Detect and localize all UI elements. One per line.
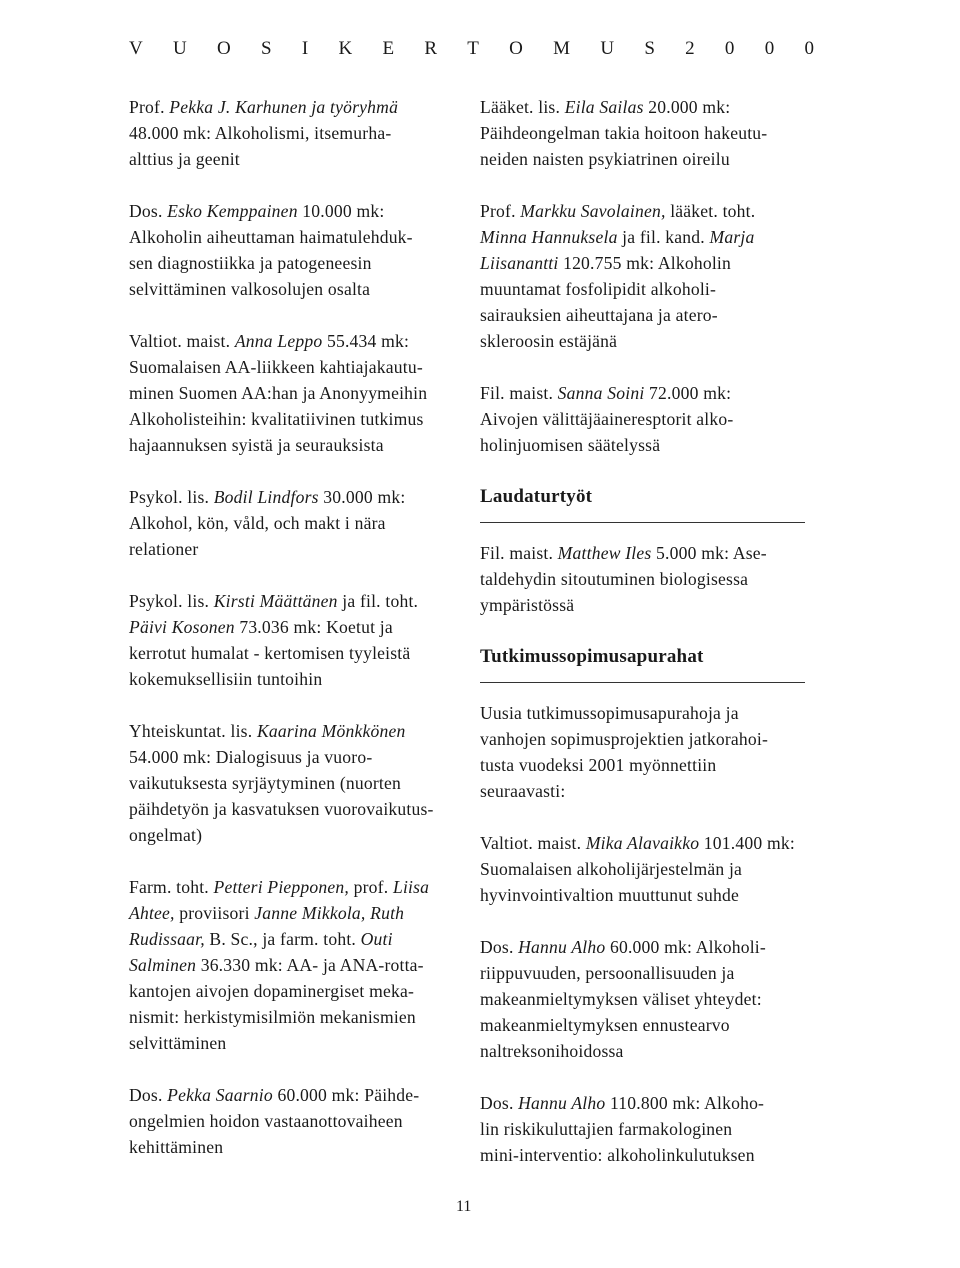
- entry-text: Prof.: [480, 201, 521, 221]
- entry-text: 60.000 mk: Päihde-: [272, 1085, 420, 1105]
- recipient-name: Bodil Lindfors: [213, 487, 319, 507]
- entry-text: 110.800 mk: Alkoho-: [605, 1093, 765, 1113]
- entry-line: [129, 822, 464, 848]
- entry-line: [480, 752, 810, 778]
- grant-entry: [129, 484, 464, 562]
- entry-text: naltreksonihoidossa: [480, 1041, 624, 1061]
- section-title-tutkimussopimusapurahat: Tutkimussopimusapurahat: [480, 646, 704, 667]
- grant-entry: [129, 328, 464, 458]
- entry-line: [480, 224, 810, 250]
- entry-text: Dos.: [129, 201, 168, 221]
- entry-text: Fil. maist.: [480, 383, 558, 403]
- entry-text: muuntamat fosfolipidit alkoholi-: [480, 279, 717, 299]
- entry-line: [480, 726, 810, 752]
- entry-text: Valtiot. maist.: [129, 331, 235, 351]
- entry-line: [129, 146, 464, 172]
- entry-text: hajaannuksen syistä ja seurauksista: [129, 435, 384, 455]
- running-head: [129, 38, 814, 60]
- running-head-letter: S: [644, 38, 655, 59]
- entry-text: 54.000 mk: Dialogisuus ja vuoro-: [129, 747, 373, 767]
- entry-line: [480, 540, 810, 566]
- entry-text: seuraavasti:: [480, 781, 566, 801]
- running-head-letter: O: [509, 38, 523, 59]
- entry-text: kehittäminen: [129, 1137, 224, 1157]
- entry-line: [480, 94, 810, 120]
- entry-text: Suomalaisen AA-liikkeen kahtiajakautu-: [129, 357, 423, 377]
- entry-text: Päihdeongelman takia hoitoon hakeutu-: [480, 123, 768, 143]
- recipient-name: Minna Hannuksela: [480, 227, 618, 247]
- entry-text: 48.000 mk: Alkoholismi, itsemurha-: [129, 123, 392, 143]
- entry-text: Yhteiskuntat. lis.: [129, 721, 257, 741]
- entry-line: [129, 94, 464, 120]
- entry-line: [129, 900, 464, 926]
- entry-text: Suomalaisen alkoholijärjestelmän ja: [480, 859, 743, 879]
- entry-text: vaikutuksesta syrjäytyminen (nuorten: [129, 773, 402, 793]
- entry-text: 120.755 mk: Alkoholin: [558, 253, 731, 273]
- grant-entry: [129, 588, 464, 692]
- entry-text: Psykol. lis.: [129, 591, 214, 611]
- grant-entry: [480, 830, 810, 908]
- entry-line: [129, 198, 464, 224]
- entry-text: lääket. toht.: [665, 201, 756, 221]
- entry-text: Dos.: [480, 1093, 519, 1113]
- recipient-name: Petteri Piepponen,: [213, 877, 350, 897]
- entry-line: [480, 934, 810, 960]
- running-head-letter: 0: [804, 38, 814, 59]
- entry-line: [480, 986, 810, 1012]
- entry-line: [129, 354, 464, 380]
- grant-entry: [480, 94, 810, 172]
- entry-line: [480, 960, 810, 986]
- entry-text: neiden naisten psykiatrinen oireilu: [480, 149, 730, 169]
- running-head-letter: K: [338, 38, 353, 59]
- laudatur-entries: [480, 540, 810, 618]
- entry-text: relationer: [129, 539, 199, 559]
- entry-line: [129, 744, 464, 770]
- recipient-name: Mika Alavaikko: [585, 833, 700, 853]
- entry-line: [480, 250, 810, 276]
- entry-text: ongelmat): [129, 825, 203, 845]
- grant-entry: [129, 718, 464, 848]
- recipient-name: Liisa: [392, 877, 430, 897]
- running-head-letter: U: [600, 38, 615, 59]
- entry-line: [129, 276, 464, 302]
- entry-line: [480, 1012, 810, 1038]
- running-head-letter: R: [424, 38, 437, 59]
- entry-text: ongelmien hoidon vastaanottovaiheen: [129, 1111, 403, 1131]
- running-head-letter: O: [217, 38, 231, 59]
- recipient-name: Outi: [360, 929, 393, 949]
- recipient-name: Hannu Alho: [518, 937, 606, 957]
- recipient-name: Kirsti Määttänen: [213, 591, 338, 611]
- entry-line: [480, 120, 810, 146]
- entry-line: [480, 1038, 810, 1064]
- entry-line: [480, 276, 810, 302]
- entry-line: [480, 778, 810, 804]
- recipient-name: Anna Leppo: [234, 331, 323, 351]
- entry-text: 72.000 mk:: [644, 383, 732, 403]
- entry-text: ympäristössä: [480, 595, 575, 615]
- entry-text: Lääket. lis.: [480, 97, 565, 117]
- running-head-letter: 2: [685, 38, 695, 59]
- entry-text: 60.000 mk: Alkoholi-: [605, 937, 766, 957]
- entry-text: riippuvuuden, persoonallisuuden ja: [480, 963, 735, 983]
- entry-line: [129, 380, 464, 406]
- entry-text: Fil. maist.: [480, 543, 558, 563]
- running-head-letter: E: [382, 38, 395, 59]
- recipient-name: Sanna Soini: [557, 383, 645, 403]
- entry-text: Prof.: [129, 97, 170, 117]
- entry-line: [129, 1082, 464, 1108]
- left-column: [129, 94, 464, 1186]
- grant-entry: [480, 540, 810, 618]
- entry-line: [480, 1116, 810, 1142]
- entry-text: holinjuomisen säätelyssä: [480, 435, 661, 455]
- entry-line: [480, 1142, 810, 1168]
- right-top-entries: [480, 94, 810, 458]
- entry-text: kantojen aivojen dopaminergiset meka-: [129, 981, 415, 1001]
- entry-line: [129, 614, 464, 640]
- entry-line: [129, 536, 464, 562]
- entry-line: [129, 406, 464, 432]
- entry-line: [480, 328, 810, 354]
- recipient-name: Janne Mikkola, Ruth: [254, 903, 405, 923]
- entry-line: [129, 640, 464, 666]
- entry-text: Alkohol, kön, våld, och makt i nära: [129, 513, 386, 533]
- entry-line: [480, 1090, 810, 1116]
- grant-entry: [129, 874, 464, 1056]
- entry-text: alttius ja geenit: [129, 149, 240, 169]
- entry-line: [129, 510, 464, 536]
- recipient-name: Esko Kemppainen: [167, 201, 298, 221]
- recipient-name: Hannu Alho: [518, 1093, 606, 1113]
- entry-text: mini-interventio: alkoholinkulutuksen: [480, 1145, 755, 1165]
- entry-text: minen Suomen AA:han ja Anonyymeihin: [129, 383, 428, 403]
- running-head-letter: T: [467, 38, 479, 59]
- recipient-name: Pekka J. Karhunen ja työryhmä: [169, 97, 399, 117]
- entry-text: Alkoholin aiheuttaman haimatulehduk-: [129, 227, 413, 247]
- entry-text: ja fil. toht.: [337, 591, 419, 611]
- entry-line: [129, 952, 464, 978]
- entry-line: [129, 770, 464, 796]
- entry-text: Dos.: [129, 1085, 168, 1105]
- recipient-name: Rudissaar,: [129, 929, 205, 949]
- entry-text: Alkoholisteihin: kvalitatiivinen tutkimus: [129, 409, 424, 429]
- entry-line: [480, 380, 810, 406]
- grant-entry: [480, 198, 810, 354]
- grant-entry: [480, 934, 810, 1064]
- recipient-name: Ahtee,: [129, 903, 175, 923]
- entry-text: Valtiot. maist.: [480, 833, 586, 853]
- entry-line: [129, 874, 464, 900]
- entry-text: kerrotut humalat - kertomisen tyyleistä: [129, 643, 411, 663]
- section-title-laudaturtyot: Laudaturtyöt: [480, 486, 593, 507]
- entry-line: [480, 856, 810, 882]
- entry-line: [129, 926, 464, 952]
- entry-line: [480, 432, 810, 458]
- entry-line: [480, 830, 810, 856]
- apurahat-entries: [480, 700, 810, 1168]
- entry-text: makeanmieltymyksen ennustearvo: [480, 1015, 730, 1035]
- entry-text: 30.000 mk:: [318, 487, 406, 507]
- recipient-name: Pekka Saarnio: [167, 1085, 273, 1105]
- section-rule: [480, 682, 805, 683]
- recipient-name: Markku Savolainen,: [520, 201, 666, 221]
- entry-text: tusta vuodeksi 2001 myönnettiin: [480, 755, 717, 775]
- recipient-name: Liisanantti: [480, 253, 559, 273]
- entry-line: [480, 592, 810, 618]
- entry-line: [129, 588, 464, 614]
- entry-text: Aivojen välittäjäaineresptorit alko-: [480, 409, 734, 429]
- recipient-name: Eila Sailas: [564, 97, 644, 117]
- running-head-letter: 0: [724, 38, 735, 59]
- entry-text: vanhojen sopimusprojektien jatkorahoi-: [480, 729, 769, 749]
- entry-text: päihdetyön ja kasvatuksen vuorovaikutus-: [129, 799, 434, 819]
- running-head-letter: U: [173, 38, 187, 59]
- recipient-name: Salminen: [129, 955, 197, 975]
- entry-line: [480, 198, 810, 224]
- entry-line: [129, 666, 464, 692]
- entry-line: [129, 120, 464, 146]
- entry-text: sairauksien aiheuttajana ja atero-: [480, 305, 718, 325]
- entry-line: [480, 566, 810, 592]
- section-rule: [480, 522, 805, 523]
- running-head-letter: M: [553, 38, 571, 59]
- entry-text: lin riskikuluttajien farmakologinen: [480, 1119, 733, 1139]
- entry-text: Psykol. lis.: [129, 487, 214, 507]
- entry-line: [480, 302, 810, 328]
- entry-text: 20.000 mk:: [643, 97, 731, 117]
- entry-text: Dos.: [480, 937, 519, 957]
- entry-text: taldehydin sitoutuminen biologisessa: [480, 569, 749, 589]
- running-head-letter: 0: [764, 38, 775, 59]
- grant-entry: [480, 1090, 810, 1168]
- entry-text: kokemuksellisiin tuntoihin: [129, 669, 323, 689]
- entry-text: Farm. toht.: [129, 877, 214, 897]
- entry-line: [129, 978, 464, 1004]
- entry-text: selvittäminen: [129, 1033, 227, 1053]
- entry-text: prof.: [349, 877, 393, 897]
- entry-text: 55.434 mk:: [322, 331, 410, 351]
- recipient-name: Matthew Iles: [557, 543, 652, 563]
- entry-text: hyvinvointivaltion muuttunut suhde: [480, 885, 739, 905]
- right-column: [480, 94, 810, 1194]
- page-number: 11: [456, 1198, 472, 1215]
- entry-line: [480, 700, 810, 726]
- grant-entry: [480, 700, 810, 804]
- entry-text: 36.330 mk: AA- ja ANA-rotta-: [196, 955, 424, 975]
- running-head-letter: I: [301, 38, 309, 59]
- entry-text: B. Sc., ja farm. toht.: [204, 929, 361, 949]
- entry-text: proviisori: [174, 903, 255, 923]
- running-head-letter: V: [129, 38, 143, 59]
- entry-text: 10.000 mk:: [297, 201, 385, 221]
- entry-line: [480, 406, 810, 432]
- entry-text: 5.000 mk: Ase-: [651, 543, 767, 563]
- grant-entry: [129, 1082, 464, 1160]
- entry-line: [129, 1108, 464, 1134]
- recipient-name: Kaarina Mönkkönen: [256, 721, 406, 741]
- entry-text: makeanmieltymyksen väliset yhteydet:: [480, 989, 762, 1009]
- entry-line: [480, 146, 810, 172]
- entry-text: 101.400 mk:: [699, 833, 795, 853]
- entry-line: [129, 250, 464, 276]
- grant-entry: [129, 198, 464, 302]
- entry-line: [129, 432, 464, 458]
- entry-text: skleroosin estäjänä: [480, 331, 618, 351]
- entry-text: sen diagnostiikka ja patogeneesin: [129, 253, 372, 273]
- recipient-name: Päivi Kosonen: [129, 617, 235, 637]
- entry-text: nismit: herkistymisilmiön mekanismien: [129, 1007, 416, 1027]
- entry-line: [129, 1030, 464, 1056]
- entry-text: Uusia tutkimussopimusapurahoja ja: [480, 703, 739, 723]
- grant-entry: [480, 380, 810, 458]
- entry-line: [129, 224, 464, 250]
- entry-line: [129, 328, 464, 354]
- entry-line: [129, 1134, 464, 1160]
- grant-entry: [129, 94, 464, 172]
- entry-line: [129, 718, 464, 744]
- entry-text: selvittäminen valkosolujen osalta: [129, 279, 371, 299]
- recipient-name: Marja: [709, 227, 755, 247]
- entry-line: [129, 796, 464, 822]
- entry-line: [129, 1004, 464, 1030]
- entry-text: ja fil. kand.: [617, 227, 710, 247]
- entry-text: 73.036 mk: Koetut ja: [234, 617, 393, 637]
- running-head-letter: S: [261, 38, 272, 59]
- entry-line: [129, 484, 464, 510]
- entry-line: [480, 882, 810, 908]
